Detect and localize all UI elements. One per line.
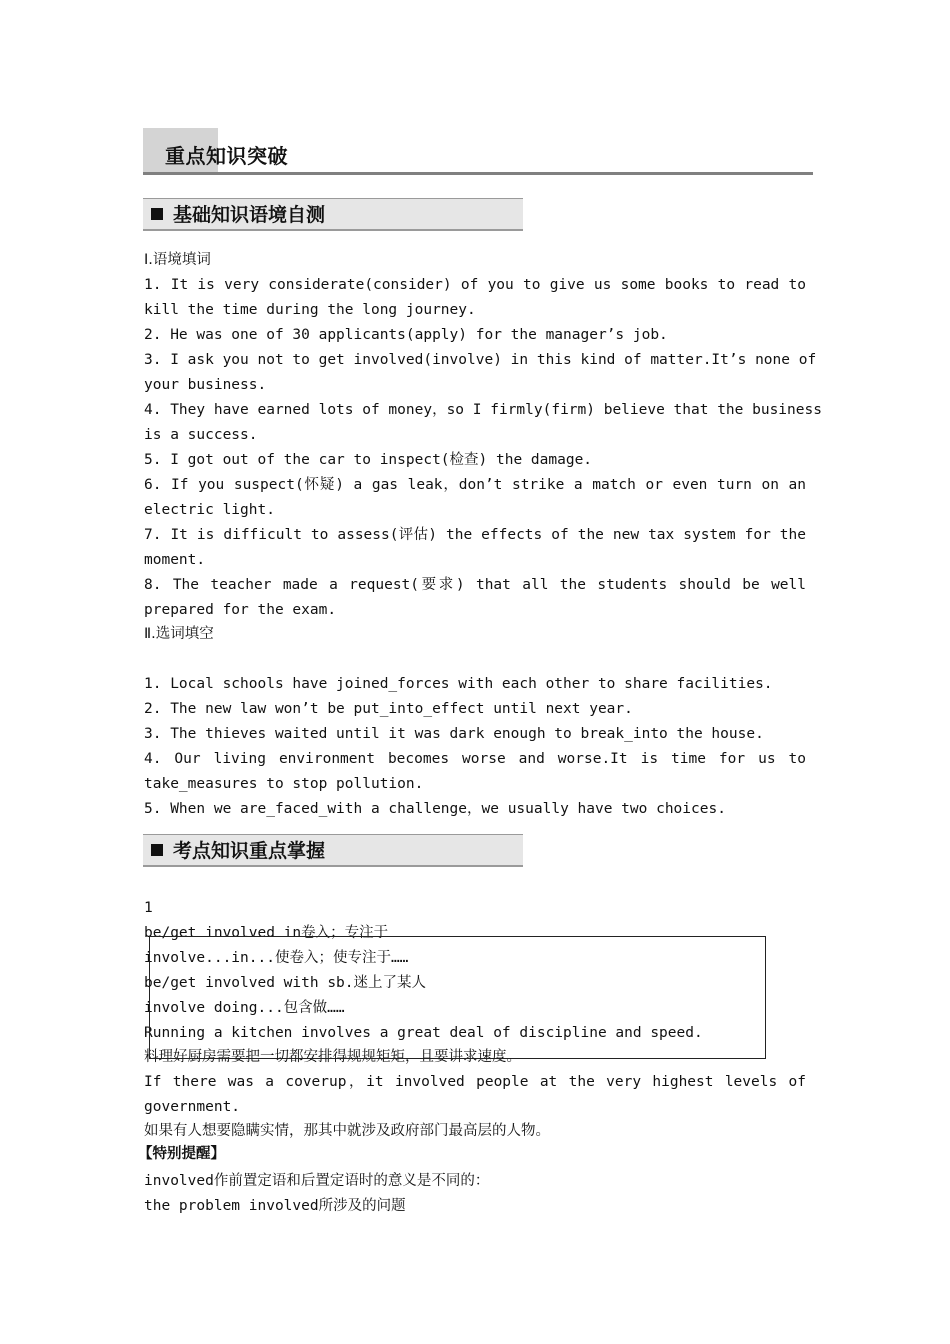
exercise-line: 7. It is difficult to assess(评估) the effects of the new tax system for the (144, 527, 806, 543)
note-title: 【特别提醒】 (138, 1146, 225, 1162)
section-title: 基础知识语境自测 (173, 204, 326, 226)
exercise-line: 2. The new law won’t be put_into_effect until next year. (144, 701, 633, 717)
exercise-line: moment. (144, 552, 206, 568)
usage-line: involve doing...包含做…… (144, 1000, 345, 1016)
example-sentence: Running a kitchen involves a great deal of discipline and speed. (144, 1025, 703, 1041)
section-title: 考点知识重点掌握 (173, 840, 326, 862)
example-sentence: government. (144, 1099, 241, 1115)
example-translation: 料理好厨房需要把一切都安排得规规矩矩，且要讲求速度。 (144, 1049, 521, 1065)
part2-heading: Ⅱ.选词填空 (144, 626, 214, 642)
exercise-line: 5. When we are_faced_with a challenge，we usually have two choices. (144, 801, 726, 817)
exercise-line: 8. The teacher made a request(要求) that all the students should be well (144, 577, 806, 593)
square-bullet-icon (151, 208, 163, 220)
section-header-key-points (143, 834, 523, 867)
exercise-line: 3. The thieves waited until it was dark enough to break_into the house. (144, 726, 764, 742)
exercise-line: 2. He was one of 30 applicants(apply) for the manager’s job. (144, 327, 668, 343)
section-header-basic (143, 198, 523, 231)
example-sentence: If there was a coverup，it involved people at the very highest levels of (144, 1074, 806, 1090)
exercise-line: electric light. (144, 502, 275, 518)
exercise-line: 5. I got out of the car to inspect(检查) the damage. (144, 452, 593, 468)
exercise-line: 1. Local schools have joined_forces with each other to share facilities. (144, 676, 773, 692)
page-title-text: 重点知识突破 (165, 144, 288, 168)
part1-heading: Ⅰ.语境填词 (144, 252, 211, 268)
exercise-line: take_measures to stop pollution. (144, 776, 424, 792)
exercise-line: kill the time during the long journey. (144, 302, 476, 318)
exercise-line: 6. If you suspect(怀疑) a gas leak，don’t strike a match or even turn on an (144, 477, 806, 493)
page-title (143, 128, 813, 175)
overlay-box (149, 936, 766, 1059)
usage-line: be/get involved with sb.迷上了某人 (144, 975, 427, 991)
exercise-line: 1. It is very considerate(consider) of you to give us some books to read to (144, 277, 806, 293)
point-number: 1 (144, 900, 153, 916)
note-line: involved作前置定语和后置定语时的意义是不同的： (144, 1173, 490, 1189)
usage-line: involve...in...使卷入；使专注于…… (144, 950, 409, 966)
exercise-line: is a success. (144, 427, 258, 443)
note-line: the problem involved所涉及的问题 (144, 1198, 406, 1214)
exercise-line: 3. I ask you not to get involved(involve) in this kind of matter.It’s none of (144, 352, 817, 368)
exercise-line: 4. Our living environment becomes worse and worse.It is time for us to (144, 751, 806, 767)
exercise-line: 4. They have earned lots of money，so I firmly(firm) believe that the business (144, 402, 822, 418)
exercise-line: prepared for the exam. (144, 602, 337, 618)
square-bullet-icon (151, 844, 163, 856)
usage-line: be/get involved in卷入；专注于 (144, 925, 389, 941)
exercise-line: your business. (144, 377, 267, 393)
example-translation: 如果有人想要隐瞒实情，那其中就涉及政府部门最高层的人物。 (144, 1123, 550, 1139)
